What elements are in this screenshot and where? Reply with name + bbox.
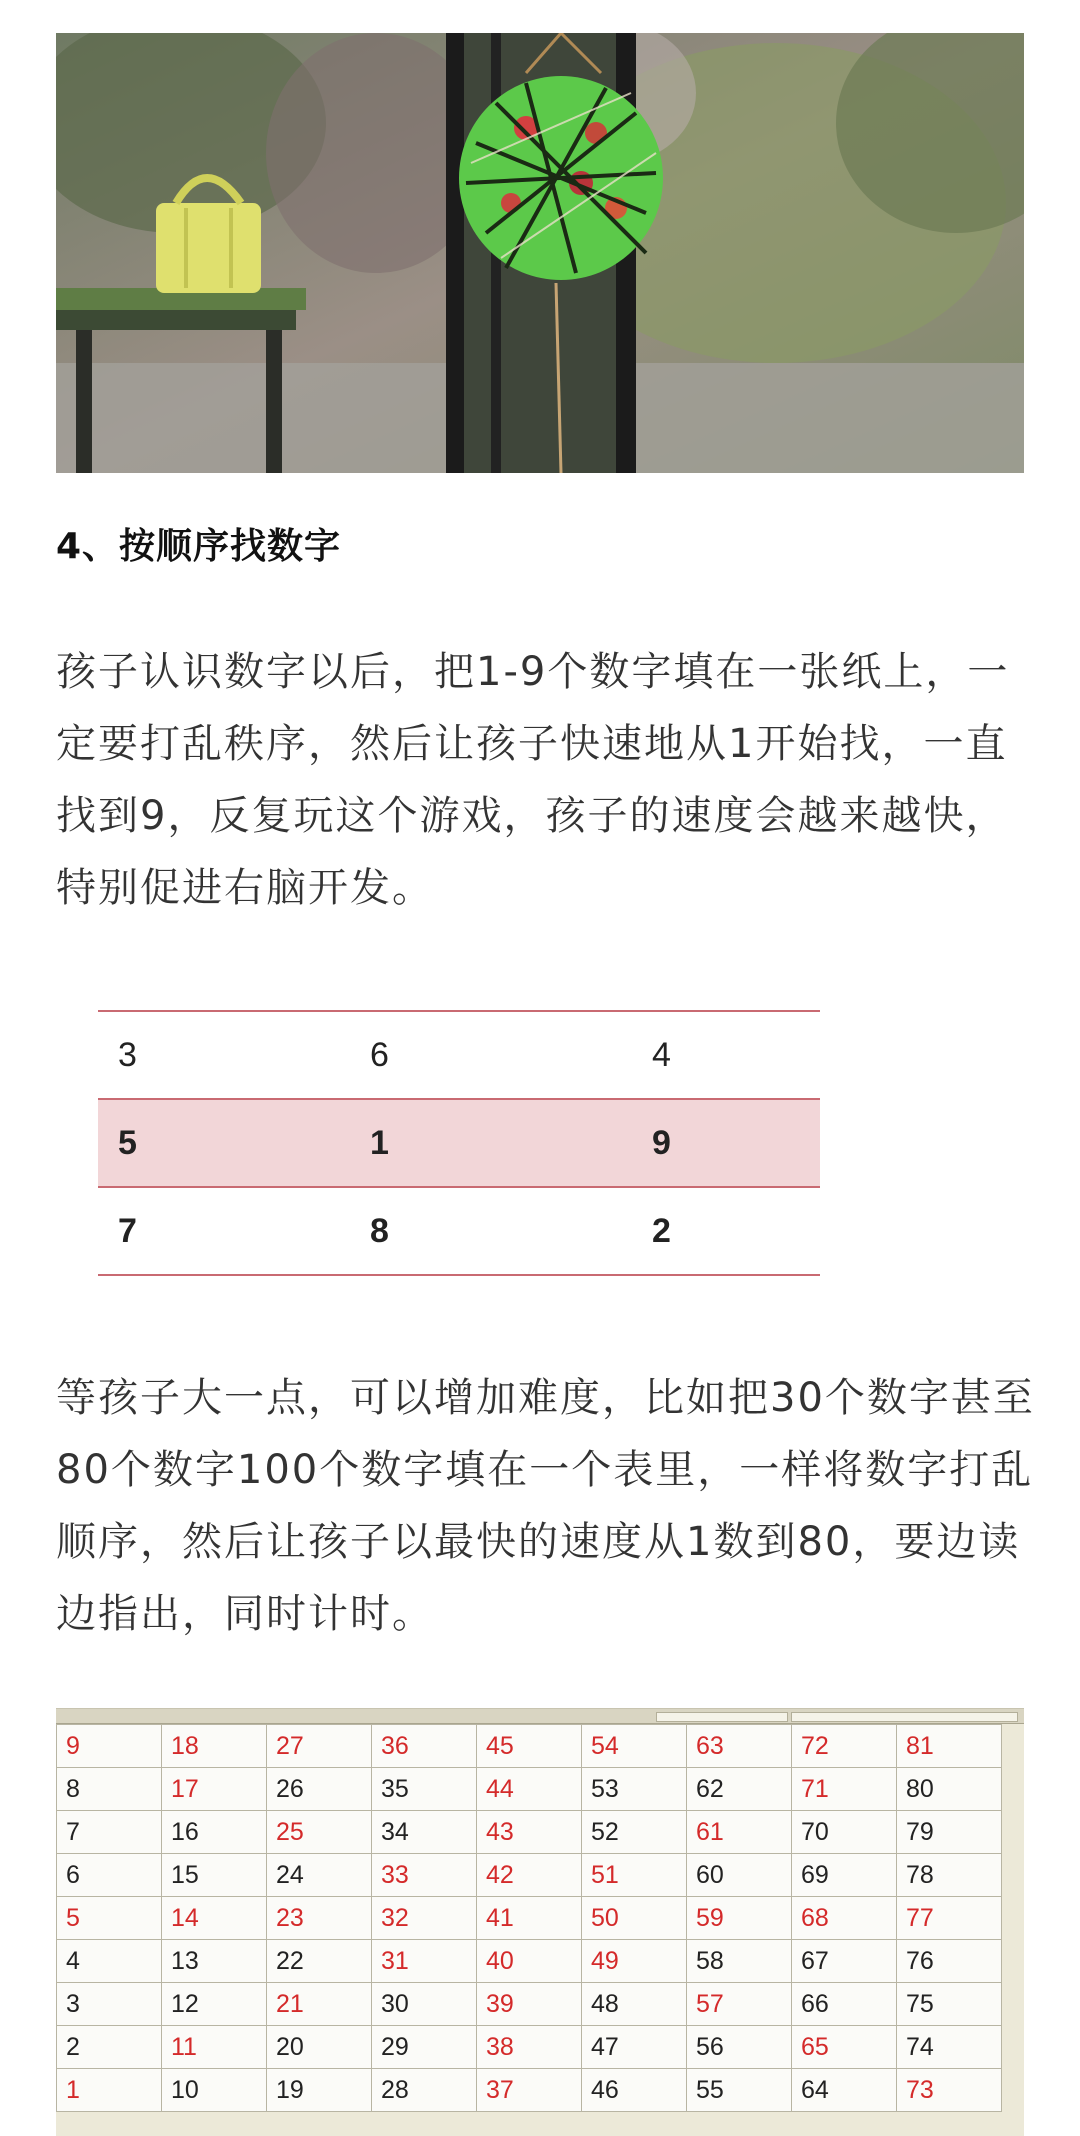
- grid-cell[interactable]: 78: [897, 1854, 1002, 1897]
- grid-cell[interactable]: 79: [897, 1811, 1002, 1854]
- grid-row: [57, 1768, 1002, 1811]
- grid-cell[interactable]: 11: [162, 2026, 267, 2069]
- grid-cell[interactable]: 53: [582, 1768, 687, 1811]
- grid-row: [57, 1811, 1002, 1854]
- table-cell: 8: [350, 1187, 632, 1275]
- grid-cell[interactable]: 8: [57, 1768, 162, 1811]
- grid-cell[interactable]: 73: [897, 2069, 1002, 2112]
- grid-cell[interactable]: 12: [162, 1983, 267, 2026]
- grid-cell[interactable]: 74: [897, 2026, 1002, 2069]
- grid-cell[interactable]: 63: [687, 1725, 792, 1768]
- grid-cell[interactable]: 75: [897, 1983, 1002, 2026]
- grid-cell[interactable]: 66: [792, 1983, 897, 2026]
- grid-cell[interactable]: 50: [582, 1897, 687, 1940]
- grid-cell[interactable]: 6: [57, 1854, 162, 1897]
- section-heading: 4、按顺序找数字: [56, 526, 342, 567]
- grid-cell[interactable]: 27: [267, 1725, 372, 1768]
- column-header-segment: [656, 1712, 788, 1722]
- grid-cell[interactable]: 39: [477, 1983, 582, 2026]
- grid-cell[interactable]: 10: [162, 2069, 267, 2112]
- spreadsheet-grid: [56, 1708, 1024, 2136]
- grid-cell[interactable]: 36: [372, 1725, 477, 1768]
- number-grid: [56, 1724, 1002, 2112]
- grid-cell[interactable]: 19: [267, 2069, 372, 2112]
- grid-cell[interactable]: 44: [477, 1768, 582, 1811]
- photo-sewing-card-icon: [56, 33, 1024, 473]
- table-cell: 9: [632, 1099, 820, 1187]
- grid-cell[interactable]: 5: [57, 1897, 162, 1940]
- grid-cell[interactable]: 51: [582, 1854, 687, 1897]
- column-header-segment: [791, 1712, 1018, 1722]
- grid-cell[interactable]: 45: [477, 1725, 582, 1768]
- grid-cell[interactable]: 13: [162, 1940, 267, 1983]
- grid-row: [57, 1725, 1002, 1768]
- table-cell: 6: [350, 1011, 632, 1099]
- grid-cell[interactable]: 80: [897, 1768, 1002, 1811]
- grid-row: [57, 2026, 1002, 2069]
- grid-cell[interactable]: 49: [582, 1940, 687, 1983]
- grid-cell[interactable]: 41: [477, 1897, 582, 1940]
- grid-cell[interactable]: 31: [372, 1940, 477, 1983]
- grid-row: [57, 2069, 1002, 2112]
- grid-cell[interactable]: 71: [792, 1768, 897, 1811]
- grid-cell[interactable]: 38: [477, 2026, 582, 2069]
- grid-row: [57, 1854, 1002, 1897]
- paragraph-advanced: 等孩子大一点，可以增加难度，比如把30个数字甚至80个数字100个数字填在一个表里，一样将数字打乱顺序，然后让孩子以最快的速度从1数到80，要边读边指出，同时计时。: [56, 1375, 1035, 1637]
- grid-cell[interactable]: 25: [267, 1811, 372, 1854]
- grid-cell[interactable]: 40: [477, 1940, 582, 1983]
- grid-cell[interactable]: 81: [897, 1725, 1002, 1768]
- grid-cell[interactable]: 57: [687, 1983, 792, 2026]
- grid-cell[interactable]: 68: [792, 1897, 897, 1940]
- grid-cell[interactable]: 26: [267, 1768, 372, 1811]
- grid-cell[interactable]: 34: [372, 1811, 477, 1854]
- grid-cell[interactable]: 33: [372, 1854, 477, 1897]
- table-cell: 7: [98, 1187, 350, 1275]
- table-cell: 4: [632, 1011, 820, 1099]
- grid-cell[interactable]: 76: [897, 1940, 1002, 1983]
- grid-cell[interactable]: 52: [582, 1811, 687, 1854]
- grid-cell[interactable]: 64: [792, 2069, 897, 2112]
- grid-cell[interactable]: 7: [57, 1811, 162, 1854]
- grid-cell[interactable]: 21: [267, 1983, 372, 2026]
- spreadsheet-header-strip: [56, 1709, 1024, 1724]
- grid-cell[interactable]: 32: [372, 1897, 477, 1940]
- grid-cell[interactable]: 46: [582, 2069, 687, 2112]
- table-row-highlighted: [98, 1099, 820, 1187]
- grid-cell[interactable]: 14: [162, 1897, 267, 1940]
- grid-cell[interactable]: 65: [792, 2026, 897, 2069]
- grid-cell[interactable]: 16: [162, 1811, 267, 1854]
- grid-row: [57, 1940, 1002, 1983]
- grid-cell[interactable]: 56: [687, 2026, 792, 2069]
- grid-cell[interactable]: 72: [792, 1725, 897, 1768]
- grid-cell[interactable]: 77: [897, 1897, 1002, 1940]
- grid-cell[interactable]: 61: [687, 1811, 792, 1854]
- grid-row: [57, 1983, 1002, 2026]
- table-row: [98, 1011, 820, 1099]
- grid-cell[interactable]: 20: [267, 2026, 372, 2069]
- table-row: [98, 1187, 820, 1275]
- grid-cell[interactable]: 67: [792, 1940, 897, 1983]
- small-number-table: [98, 1010, 820, 1276]
- grid-cell[interactable]: 59: [687, 1897, 792, 1940]
- grid-cell[interactable]: 48: [582, 1983, 687, 2026]
- grid-cell[interactable]: 69: [792, 1854, 897, 1897]
- grid-cell[interactable]: 35: [372, 1768, 477, 1811]
- grid-cell[interactable]: 47: [582, 2026, 687, 2069]
- grid-cell[interactable]: 1: [57, 2069, 162, 2112]
- grid-cell[interactable]: 60: [687, 1854, 792, 1897]
- grid-cell[interactable]: 70: [792, 1811, 897, 1854]
- paragraph-intro: 孩子认识数字以后，把1-9个数字填在一张纸上，一定要打乱秩序，然后让孩子快速地从1开始找，一直找到9，反复玩这个游戏，孩子的速度会越来越快，特别促进右脑开发。: [56, 649, 1010, 911]
- grid-cell[interactable]: 24: [267, 1854, 372, 1897]
- grid-cell[interactable]: 42: [477, 1854, 582, 1897]
- table-cell: 2: [632, 1187, 820, 1275]
- grid-cell[interactable]: 43: [477, 1811, 582, 1854]
- grid-cell[interactable]: 28: [372, 2069, 477, 2112]
- grid-cell[interactable]: 15: [162, 1854, 267, 1897]
- grid-cell[interactable]: 54: [582, 1725, 687, 1768]
- table-cell: 5: [98, 1099, 350, 1187]
- grid-cell[interactable]: 9: [57, 1725, 162, 1768]
- grid-cell[interactable]: 4: [57, 1940, 162, 1983]
- grid-cell[interactable]: 62: [687, 1768, 792, 1811]
- grid-cell[interactable]: 18: [162, 1725, 267, 1768]
- grid-cell[interactable]: 22: [267, 1940, 372, 1983]
- grid-cell[interactable]: 30: [372, 1983, 477, 2026]
- grid-cell[interactable]: 3: [57, 1983, 162, 2026]
- grid-cell[interactable]: 17: [162, 1768, 267, 1811]
- table-cell: 1: [350, 1099, 632, 1187]
- grid-cell[interactable]: 29: [372, 2026, 477, 2069]
- grid-cell[interactable]: 55: [687, 2069, 792, 2112]
- grid-cell[interactable]: 58: [687, 1940, 792, 1983]
- grid-row: [57, 1897, 1002, 1940]
- grid-cell[interactable]: 23: [267, 1897, 372, 1940]
- table-cell: 3: [98, 1011, 350, 1099]
- grid-cell[interactable]: 2: [57, 2026, 162, 2069]
- article-photo: [56, 33, 1024, 473]
- grid-cell[interactable]: 37: [477, 2069, 582, 2112]
